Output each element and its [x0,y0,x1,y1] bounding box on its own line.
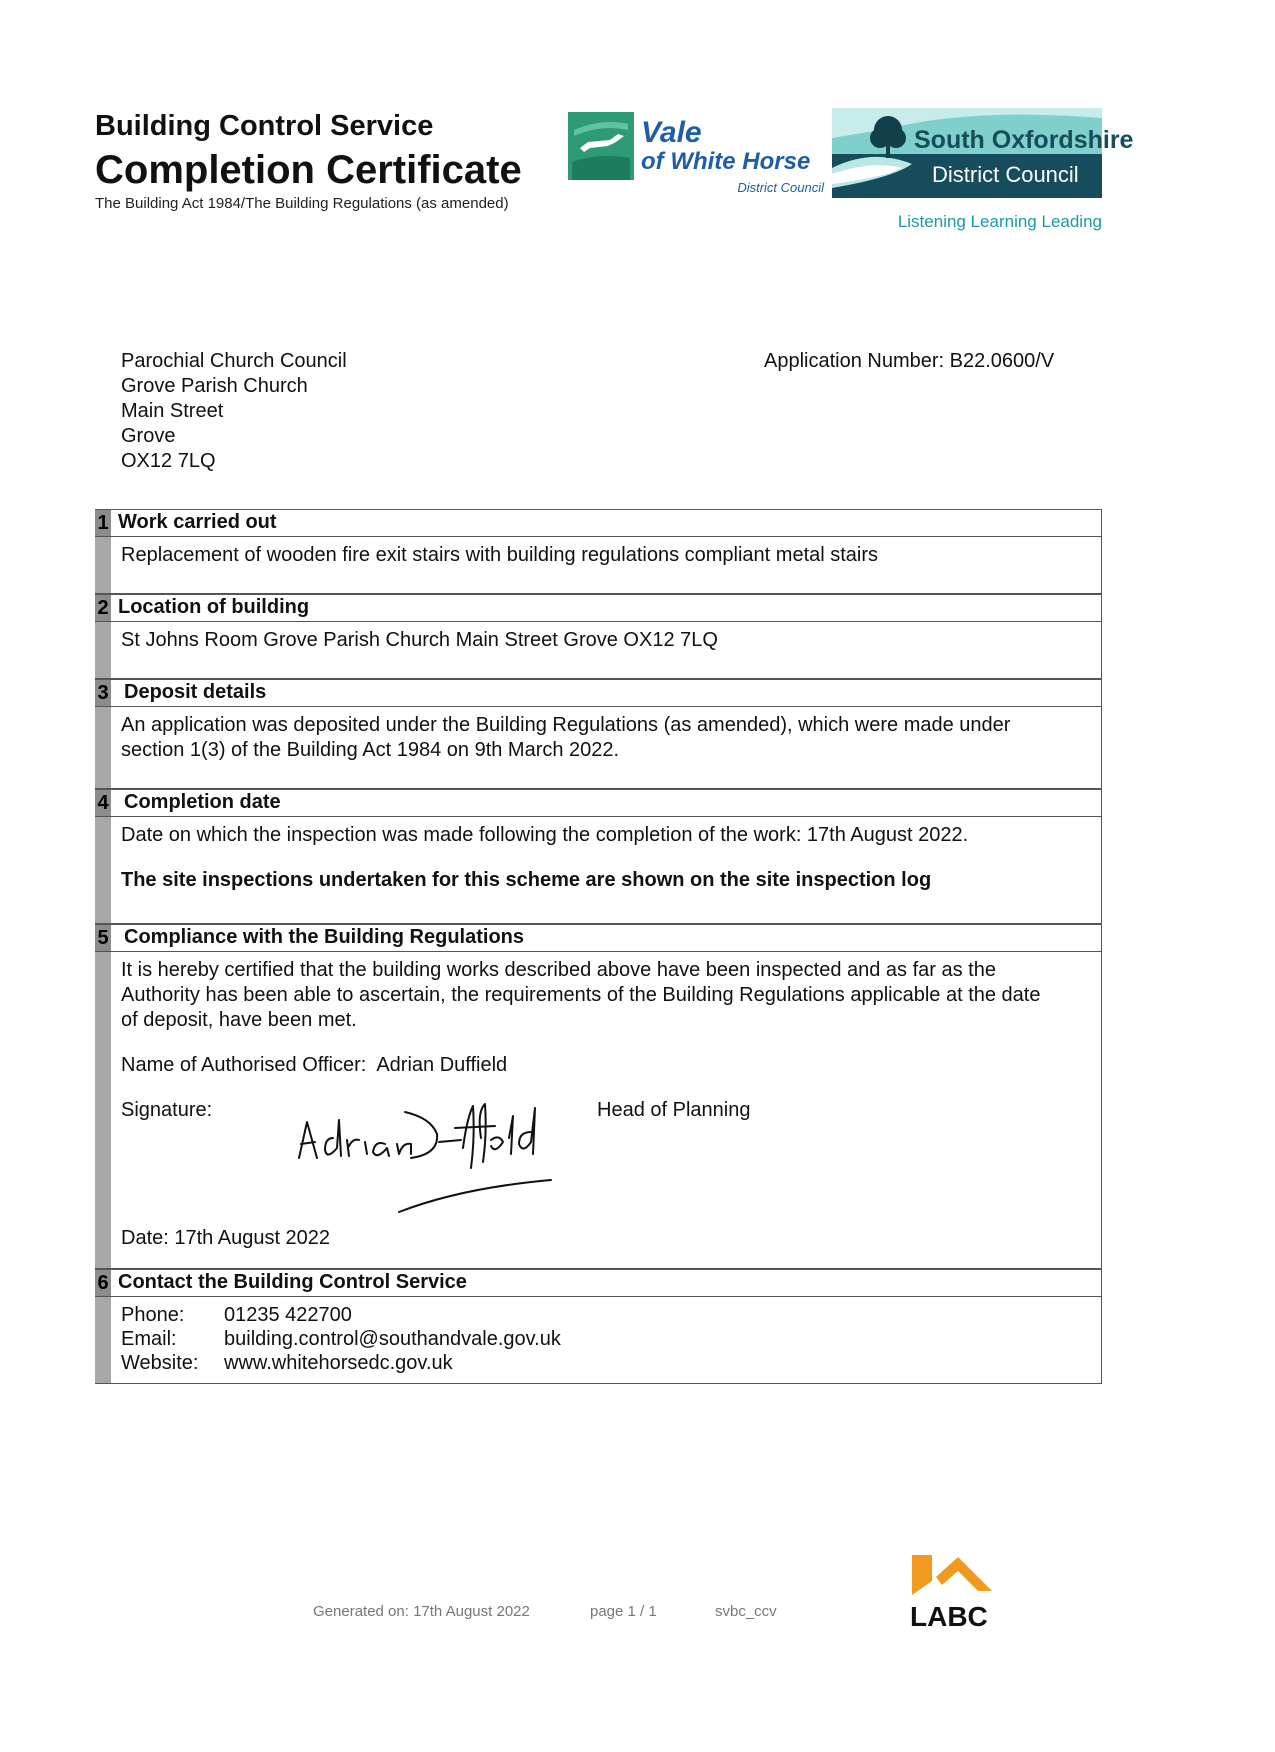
section-header [95,509,1101,537]
contact-phone [121,1303,1091,1327]
section-body [95,1297,1101,1384]
page-title: Completion Certificate [95,148,522,192]
section-title: Contact the Building Control Service [118,1271,467,1293]
south-oxfordshire-name: South Oxfordshire [914,126,1134,154]
section-number: 3 [95,680,111,706]
labc-roof-icon [912,1555,994,1599]
section-header [95,789,1101,817]
generated-date: Generated on: 17th August 2022 [313,1603,530,1620]
email-address[interactable]: building.control@southandvale.gov.uk [224,1328,561,1350]
section-header [95,924,1101,952]
address-line: Main Street [121,400,224,422]
south-oxfordshire-tagline: Listening Learning Leading [897,212,1102,231]
white-horse-icon [568,112,634,180]
section-title: Work carried out [118,511,277,533]
section-number: 1 [95,510,111,536]
section-title: Completion date [124,791,281,813]
website-link[interactable]: www.whitehorsedc.gov.uk [224,1352,453,1374]
vale-logo-sub: District Council [737,180,824,195]
labc-logo [910,1555,1010,1630]
contact-label: Phone: [121,1304,185,1326]
section-body [95,537,1101,594]
section-body [95,952,1101,1269]
service-heading: Building Control Service [95,110,434,142]
officer-name: Adrian Duffield [376,1054,508,1076]
deposit-text-line: section 1(3) of the Building Act 1984 on 9th March 2022. [121,739,620,761]
building-location: St Johns Room Grove Parish Church Main Street Grove OX12 7LQ [121,629,718,651]
section-number: 4 [95,790,111,816]
labc-wordmark: LABC [910,1601,988,1632]
address-line: Grove [121,425,176,447]
certificate-sections [95,509,1102,1384]
section-header [95,679,1101,707]
section-contact [95,1269,1102,1384]
document-code: svbc_ccv [715,1603,777,1620]
contact-label: Website: [121,1352,199,1374]
section-compliance [95,924,1102,1269]
contact-website [121,1351,1091,1375]
section-number: 6 [95,1270,111,1296]
vale-logo-line2: of White Horse [641,148,811,175]
section-number: 5 [95,925,111,951]
phone-number: 01235 422700 [224,1304,352,1326]
vale-logo-line1: Vale [641,116,702,149]
address-line: Grove Parish Church [121,375,308,397]
address-line: Parochial Church Council [121,350,347,372]
inspection-log-note: The site inspections undertaken for this scheme are shown on the site inspection log [121,869,932,891]
compliance-text-line: of deposit, have been met. [121,1009,357,1031]
authorised-officer [121,1053,1091,1078]
signature-date: Date: 17th August 2022 [121,1227,331,1249]
section-completion-date [95,789,1102,924]
signature-label: Signature: [121,1099,213,1121]
address-line: OX12 7LQ [121,450,216,472]
section-work-carried-out [95,509,1102,594]
act-subtitle: The Building Act 1984/The Building Regulations (as amended) [95,195,509,212]
section-header [95,594,1101,622]
officer-label: Name of Authorised Officer: [121,1054,367,1076]
compliance-text-line: Authority has been able to ascertain, the requirements of the Building Regulations applicable at the date [121,984,1041,1006]
officer-role: Head of Planning [597,1099,751,1121]
section-location [95,594,1102,679]
section-title: Deposit details [124,681,267,703]
section-title: Compliance with the Building Regulations [124,926,525,948]
section-deposit-details [95,679,1102,789]
section-title: Location of building [118,596,310,618]
compliance-text-line: It is hereby certified that the building works described above have been inspected and as far as the [121,959,996,981]
section-body [95,817,1101,924]
application-number: Application Number: B22.0600/V [764,350,1055,372]
section-header [95,1269,1101,1297]
section-body [95,622,1101,679]
deposit-text-line: An application was deposited under the Building Regulations (as amended), which were made under [121,714,1011,736]
south-oxfordshire-district: District Council [932,162,1079,187]
completion-date-text: Date on which the inspection was made following the completion of the work: 17th August 2022. [121,824,969,846]
page-number: page 1 / 1 [590,1603,657,1620]
vale-of-white-horse-logo [568,112,830,196]
contact-label: Email: [121,1328,177,1350]
contact-email [121,1327,1091,1351]
signature-block [121,1098,1091,1228]
work-description: Replacement of wooden fire exit stairs with building regulations compliant metal stairs [121,544,879,566]
officer-signature [281,1098,581,1223]
section-body [95,707,1101,789]
section-number: 2 [95,595,111,621]
south-oxfordshire-logo [832,108,1134,236]
